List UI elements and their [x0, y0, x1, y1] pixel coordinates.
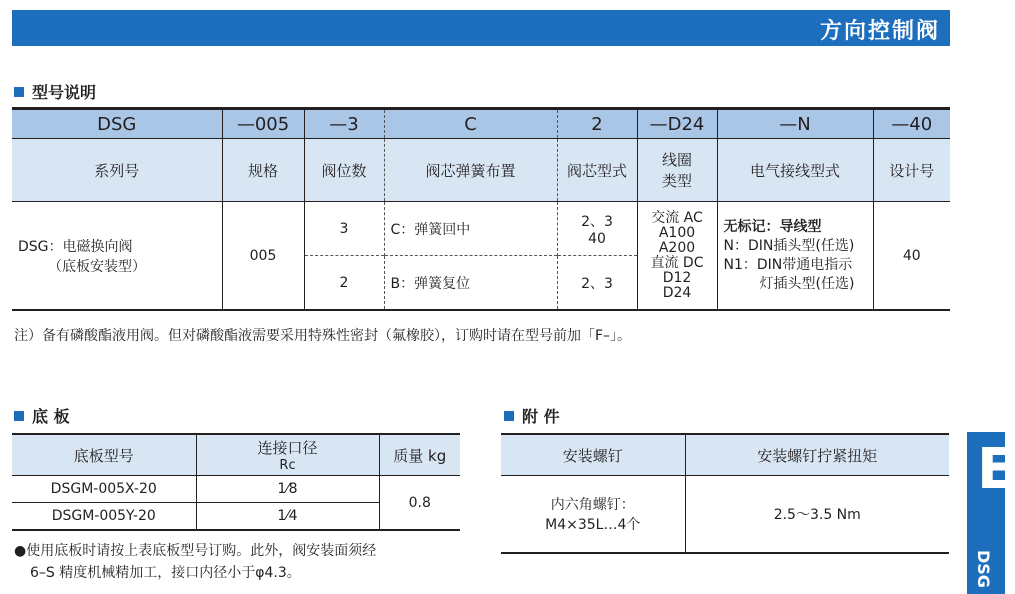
series-line1: DSG：电磁换向阀 — [18, 238, 133, 255]
base-head-mass: 质量 kg — [379, 434, 460, 476]
acc-torque: 2.5～3.5 Nm — [685, 476, 949, 554]
side-tab-code: DSG — [974, 550, 993, 588]
acc-bolt-line2: M4×35L…4个 — [545, 517, 641, 533]
base-port-y: 1⁄4 — [196, 503, 379, 531]
base-row-x — [12, 476, 460, 503]
accessory-section-title-text: 附 件 — [522, 407, 560, 426]
model-section-title — [14, 80, 96, 103]
model-code-table — [12, 107, 950, 311]
base-head-model: 底板型号 — [12, 434, 196, 476]
coil-d24: D24 — [662, 284, 692, 301]
page-title: 方向控制阀 — [819, 19, 940, 44]
model-header-row — [12, 139, 950, 202]
electric-n1: N1：DIN带通电指示 — [723, 256, 853, 273]
base-head-port — [196, 434, 379, 476]
square-bullet-icon — [504, 411, 514, 421]
code-coil: —D24 — [637, 109, 717, 139]
code-spring: C — [384, 109, 557, 139]
head-spool: 阀芯型式 — [557, 139, 637, 202]
electric-n1-cont: 灯插头型(任选) — [759, 275, 855, 292]
spool-1-line1: 2、3 — [581, 213, 613, 230]
spool-cell-2: 2、3 — [557, 256, 637, 311]
acc-bolt-line1: 内六角螺钉： — [550, 497, 635, 513]
base-plate-table — [12, 433, 460, 531]
acc-head-bolt: 安装螺钉 — [501, 434, 685, 476]
model-section-title-text: 型号说明 — [32, 83, 97, 102]
head-design: 设计号 — [873, 139, 950, 202]
coil-cell — [637, 202, 717, 311]
acc-head-torque: 安装螺钉拧紧扭矩 — [685, 434, 949, 476]
square-bullet-icon — [14, 411, 24, 421]
accessory-section-title — [504, 404, 560, 427]
code-positions: —3 — [304, 109, 384, 139]
base-note-line2: 6–S 精度机械精加工，接口内径小于φ4.3。 — [30, 565, 301, 581]
head-coil — [637, 139, 717, 202]
spool-1-line2: 40 — [588, 230, 606, 247]
side-tab-letter: E — [977, 437, 1015, 502]
electric-none: 无标记：导线型 — [723, 218, 822, 235]
series-line2: （底板安装型） — [48, 258, 146, 275]
square-bullet-icon — [14, 87, 24, 97]
head-spring: 阀芯弹簧布置 — [384, 139, 557, 202]
head-electric: 电气接线型式 — [717, 139, 873, 202]
coil-a200: A200 — [658, 239, 696, 256]
base-header-row — [12, 434, 460, 476]
model-note: 注）备有磷酸酯液用阀。但对磷酸酯液需要采用特殊性密封（氟橡胶），订购时请在型号前加「F–」。 — [14, 328, 632, 344]
electric-cell — [717, 202, 873, 311]
coil-a100: A100 — [658, 224, 696, 241]
size-cell: 005 — [222, 202, 304, 311]
acc-bolt — [501, 476, 685, 554]
positions-cell-3: 3 — [304, 202, 384, 256]
base-head-port-line2: Rc — [279, 458, 296, 473]
accessory-table — [501, 433, 949, 554]
accessory-header-row — [501, 434, 949, 476]
page-header-banner — [12, 10, 950, 46]
code-electric: —N — [717, 109, 873, 139]
base-section-title-text: 底 板 — [32, 407, 70, 426]
code-design: —40 — [873, 109, 950, 139]
model-code-row — [12, 109, 950, 139]
coil-d12: D12 — [662, 269, 692, 286]
code-series: DSG — [12, 109, 222, 139]
code-size: —005 — [222, 109, 304, 139]
base-section-title — [14, 404, 70, 427]
spool-cell-1 — [557, 202, 637, 256]
code-spool: 2 — [557, 109, 637, 139]
positions-cell-2: 2 — [304, 256, 384, 311]
section-side-tab — [967, 432, 1015, 594]
head-positions: 阀位数 — [304, 139, 384, 202]
base-note-line1: ●使用底板时请按上表底板型号订购。此外，阀安装面须经 — [14, 543, 377, 559]
head-size: 规格 — [222, 139, 304, 202]
base-port-x: 1⁄8 — [196, 476, 379, 503]
electric-n: N：DIN插头型(任选) — [723, 237, 855, 254]
base-mass: 0.8 — [379, 476, 460, 531]
series-cell — [12, 202, 222, 311]
base-head-port-line1: 连接口径 — [257, 439, 318, 457]
head-coil-line1: 线圈 — [661, 151, 692, 169]
spring-cell-b: B：弹簧复位 — [384, 256, 557, 311]
model-row-3-position — [12, 202, 950, 256]
coil-ac: 交流 AC — [651, 209, 703, 226]
head-series: 系列号 — [12, 139, 222, 202]
design-cell: 40 — [873, 202, 950, 311]
coil-dc: 直流 DC — [650, 254, 704, 271]
spring-cell-c: C：弹簧回中 — [384, 202, 557, 256]
accessory-row — [501, 476, 949, 554]
head-coil-line2: 类型 — [661, 172, 692, 190]
base-model-y: DSGM-005Y-20 — [12, 503, 196, 531]
base-model-x: DSGM-005X-20 — [50, 481, 157, 497]
